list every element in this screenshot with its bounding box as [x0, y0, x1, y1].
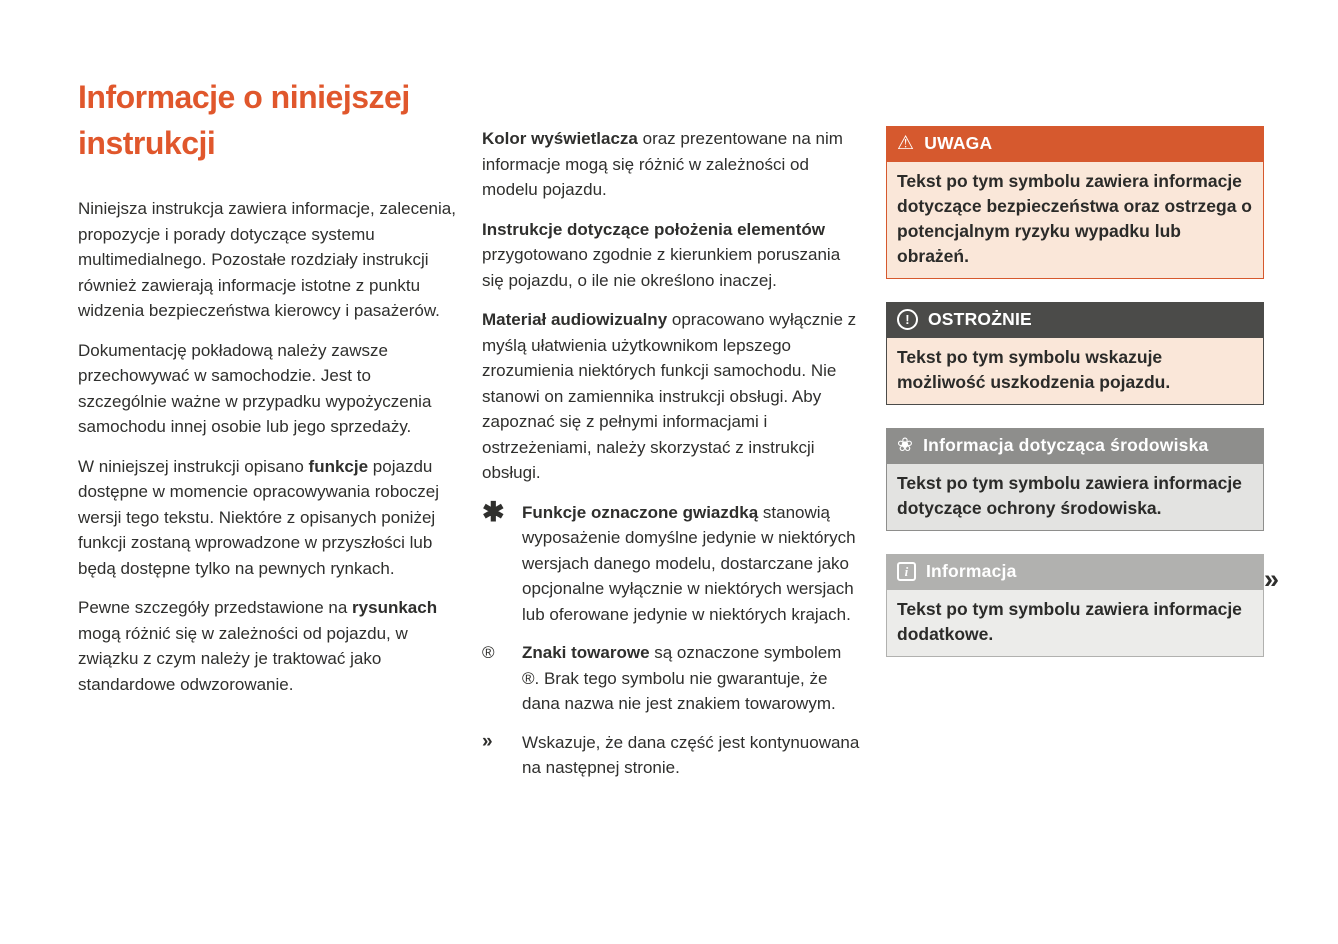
paragraph: Instrukcje dotyczące położenia elementów przygotowano zgodnie z kierunkiem poruszania się pojazdu, o ile nie określono inaczej. [482, 219, 841, 290]
callout-warning-text: Tekst po tym symbolu zawiera informacje dotyczące bezpieczeństwa oraz ostrzega o potencjalnym ryzyku wypadku lub obrażeń. [886, 161, 1264, 279]
list-item [482, 496, 860, 628]
circle-exclamation-icon: ! [897, 309, 918, 330]
callout-environment [886, 428, 1264, 531]
callout-info-title: Informacja [926, 561, 1017, 581]
callout-caution-header [886, 302, 1264, 337]
paragraph: Materiał audiowizualny opracowano wyłącznie z myślą ułatwienia użytkownikom lepszego zrozumienia niektórych funkcji samochodu. Nie stanowi on zamiennika instrukcji obsługi. Aby zapoznać się z pełnymi informacjami i ostrzeżeniami, należy skorzystać z instrukcji obsługi. [482, 310, 857, 482]
callout-environment-header [886, 428, 1264, 463]
callout-info [886, 554, 1264, 657]
callout-warning-header [886, 126, 1264, 161]
paragraph: Dokumentację pokładową należy zawsze przechowywać w samochodzie. Jest to szczególnie ważne w przypadku wypożyczenia samochodu innej osobie lub jego sprzedaży. [78, 340, 432, 436]
paragraph: Niniejsza instrukcja zawiera informacje, zalecenia, propozycje i porady dotyczące systemu multimedialnego. Pozostałe rozdziały instrukcji również zawierają informacje istotne z punktu widzenia bezpieczeństwa kierowcy i pasażerów. [78, 199, 456, 320]
list-item [482, 730, 860, 781]
paragraph: W niniejszej instrukcji opisano funkcje pojazdu dostępne w momencie opracowywania roboczej wersji tego tekstu. Niektóre z opisanych poniżej funkcji zostaną wprowadzone w przyszłości lub będą dostępne tylko na pewnych rynkach. [78, 456, 439, 578]
list-item-text: Funkcje oznaczone gwiazdką stanowią wyposażenie domyślne jedynie w niektórych wersjach danego modelu, dostarczane jako opcjonalne wyłącznie w niektórych wersjach lub oferowane jedynie w niektórych krajach. [522, 502, 856, 624]
flower-icon: ❀ [897, 435, 914, 456]
registered-trademark-icon: ® [482, 643, 495, 662]
left-column [78, 74, 460, 711]
double-chevron-icon: » [482, 730, 492, 752]
warning-triangle-icon: ⚠ [897, 133, 915, 154]
middle-column [482, 126, 860, 794]
callout-caution-text: Tekst po tym symbolu wskazuje możliwość uszkodzenia pojazdu. [886, 337, 1264, 405]
page-title: Informacje o niniejszej instrukcji [78, 79, 410, 161]
list-item [482, 640, 860, 717]
list-item-text: Wskazuje, że dana część jest kontynuowana na następnej stronie. [522, 732, 860, 777]
callout-caution-title: OSTROŻNIE [928, 309, 1032, 329]
star-asterisk-icon: ✱ [482, 496, 505, 527]
callouts-column [886, 126, 1264, 680]
paragraph: Kolor wyświetlacza oraz prezentowane na nim informacje mogą się różnić w zależności od modelu pojazdu. [482, 129, 843, 199]
callout-caution [886, 302, 1264, 405]
callout-environment-title: Informacja dotycząca środowiska [923, 435, 1209, 455]
callout-info-header [886, 554, 1264, 589]
callout-warning [886, 126, 1264, 279]
callout-warning-title: UWAGA [924, 133, 993, 153]
page-continuation-icon: » [1264, 564, 1279, 594]
list-item-text: Znaki towarowe są oznaczone symbolem ®. Brak tego symbolu nie gwarantuje, że dana nazwa nie jest znakiem towarowym. [522, 643, 842, 713]
paragraph: Pewne szczegóły przedstawione na rysunkach mogą różnić się w zależności od pojazdu, w związku z czym należy je traktować jako standardowe odwzorowanie. [78, 598, 438, 694]
callout-environment-text: Tekst po tym symbolu zawiera informacje dotyczące ochrony środowiska. [886, 463, 1264, 531]
callout-info-text: Tekst po tym symbolu zawiera informacje dodatkowe. [886, 589, 1264, 657]
info-icon: i [897, 562, 916, 581]
